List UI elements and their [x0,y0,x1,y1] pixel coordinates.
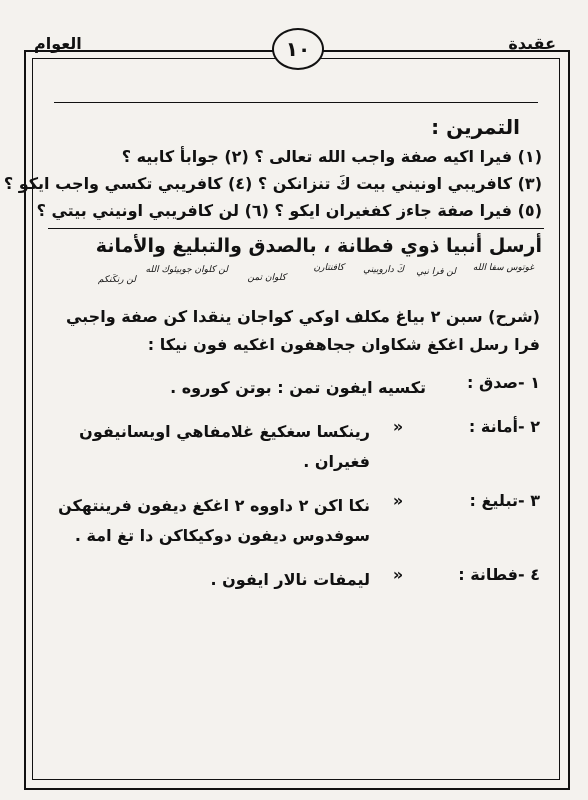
item-description: تكسيه ايفون تمن : بوتن كوروه . [170,378,426,397]
item-description: نكا اكن ٢ داووه ٢ اغكغ ديفون فرينتهكن سوفدوس ديفون دوكيكاكن دا تغ امة . [58,496,370,545]
book-title-right: عقيدة [508,34,556,53]
page-content [3,70,544,609]
verse-gloss: كافنتارن [313,263,344,273]
list-item [52,565,540,595]
item-number: ٣ - [518,491,540,510]
item-number: ٤ - [518,565,540,584]
exercise-title: التمرين : [431,115,520,139]
item-term: تبليغ : [469,491,518,510]
item-term: صدق : [467,373,518,392]
verse-line: أرسل أنبيا ذوي فطانة ، بالصدق والتبليغ والأمانة [95,235,542,257]
commentary-paragraph: (شرح) سبن ٢ بياغ مكلف اوكي كواجان ينقدا كن صفة واجبي فرا رسل اغكغ شكاوان ججاهفون اغكيه فون نيكا : [65,307,540,354]
page-number-badge: ١٠ [272,28,324,70]
verse-gloss: كَ داروبيني [363,265,404,275]
verse-gloss: لن كلوان جوبيئوك الله [145,265,228,275]
exercise-question-line: (٣) كافريبي اونيني بيت كَ تنزانكن ؟ (٤) كافريبي تكسي واجب ايكو ؟ [3,174,542,193]
item-term: فطانة : [458,565,518,584]
verse-gloss: لن رنكَنكم [98,275,136,285]
ditto-mark: « [392,417,404,436]
book-title-left: العوام [34,34,82,53]
item-number: ٢ - [518,417,540,436]
item-number: ١ - [518,373,540,392]
list-item [52,373,540,403]
ditto-mark: « [392,565,404,584]
item-term: أمانة : [468,417,518,436]
ditto-mark: « [392,491,404,510]
verse-gloss: غوتوس سفا الله [472,263,534,273]
verse-gloss: لن فرا نبي [416,267,456,277]
top-divider [54,102,538,103]
exercise-question-line: (١) فيرا اكيه صفة واجب الله تعالى ؟ (٢) جوابأ كابيه ؟ [121,147,542,166]
item-description: ليمفات نالار ايفون . [210,570,370,589]
section-divider [48,228,544,229]
item-description: رينكسا سغكيغ غلامفاهي اويسانيفون فغيران . [79,422,370,471]
list-item [52,417,540,477]
verse-glosses [48,261,544,295]
verse-gloss: كلوان تمن [247,273,286,283]
exercise-question-line: (٥) فيرا صفة جاءز كفغيران ايكو ؟ (٦) لن كافريبي اونيني بيتي ؟ [36,201,542,220]
list-item [52,491,540,551]
